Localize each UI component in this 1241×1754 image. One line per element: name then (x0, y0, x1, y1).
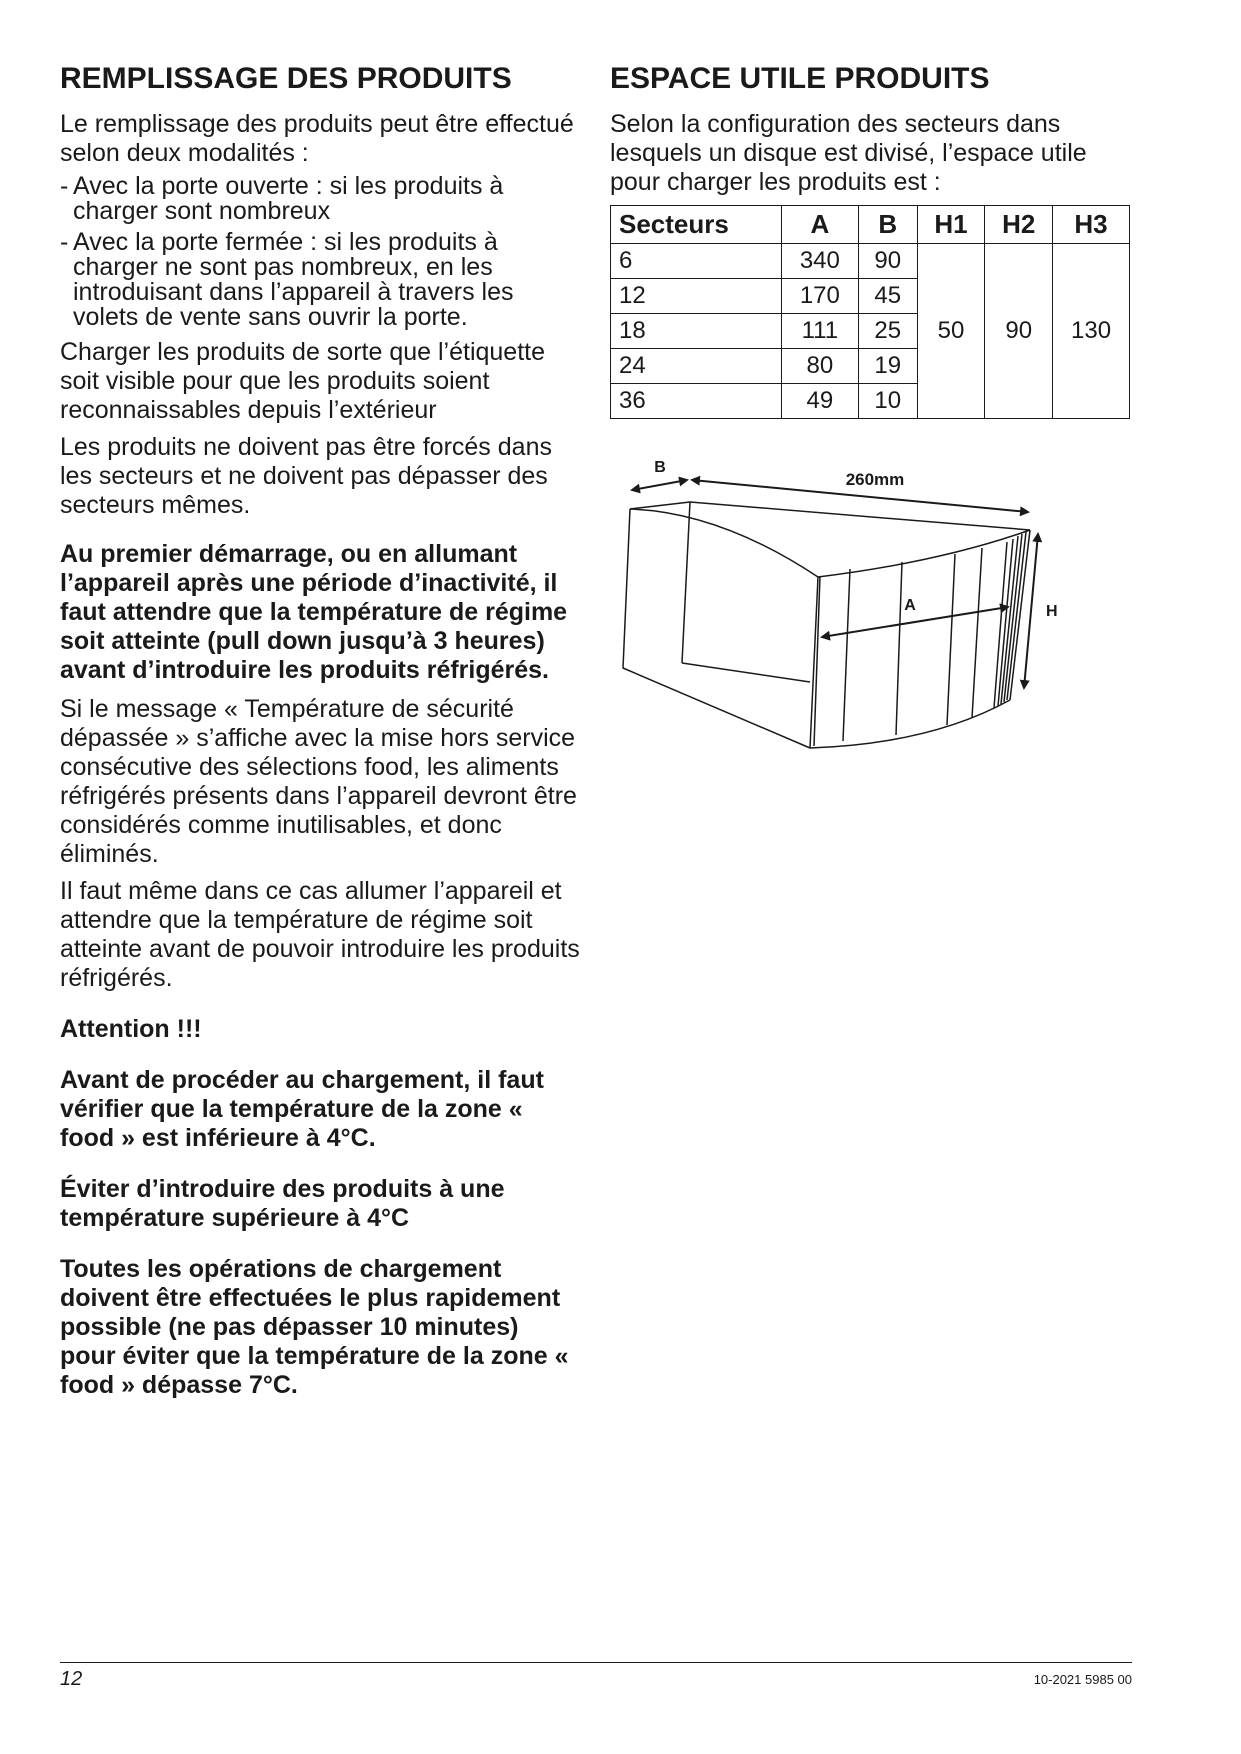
cell-secteurs: 36 (611, 384, 782, 419)
dimension-arrows (632, 480, 1038, 688)
header-h1: H1 (917, 206, 985, 244)
label-a: A (904, 597, 916, 614)
left-column (60, 62, 580, 1400)
label-paragraph: Charger les produits de sorte que l’étiquette soit visible pour que les produits soient reconnaissables depuis l’extérieur (60, 338, 546, 424)
section-title-espace: ESPACE UTILE PRODUITS (610, 62, 990, 95)
cell-a: 340 (781, 244, 858, 279)
cell-secteurs: 12 (611, 279, 782, 314)
right-column (610, 62, 1130, 419)
sector-wireframe (623, 502, 1030, 748)
avoid-temperature-warning: Éviter d’introduire des produits à une température supérieure à 4°C (60, 1175, 505, 1232)
cell-secteurs: 24 (611, 349, 782, 384)
label-h: H (1046, 603, 1058, 620)
cell-b: 90 (858, 244, 917, 279)
cell-secteurs: 6 (611, 244, 782, 279)
list-item: - Avec la porte fermée : si les produits à charger ne sont pas nombreux, en les introduisant dans l’appareil à travers les volets de vente sans ouvrir la porte. (60, 230, 580, 330)
sector-space-diagram (610, 452, 1140, 762)
sector-dimensions-table (610, 205, 1130, 419)
header-secteurs: Secteurs (611, 206, 782, 244)
header-b: B (858, 206, 917, 244)
footer-divider (60, 1662, 1132, 1663)
attention-heading: Attention !!! (60, 1015, 202, 1043)
label-b: B (654, 459, 666, 476)
verify-temperature-warning: Avant de procéder au chargement, il faut vérifier que la température de la zone « food » est inférieure à 4°C. (60, 1066, 544, 1152)
modes-list (60, 174, 580, 330)
document-reference: 10-2021 5985 00 (1033, 1672, 1132, 1687)
cell-h2: 90 (985, 244, 1053, 419)
cell-h3: 130 (1053, 244, 1130, 419)
table-header-row (611, 206, 1130, 244)
cell-a: 111 (781, 314, 858, 349)
page-number: 12 (60, 1668, 83, 1690)
first-start-warning: Au premier démarrage, ou en allumant l’appareil après une période d’inactivité, il faut attendre que la température de régime soit atteinte (pull down jusqu’à 3 heures) avant d’introduire les produits réfrigérés. (60, 540, 568, 684)
cell-b: 25 (858, 314, 917, 349)
cell-secteurs: 18 (611, 314, 782, 349)
espace-intro: Selon la configuration des secteurs dans lesquels un disque est divisé, l’espace utile pour charger les produits est : (610, 110, 1087, 196)
table-row (611, 244, 1130, 279)
same-case-paragraph: Il faut même dans ce cas allumer l’appareil et attendre que la température de régime soit atteinte avant de pouvoir introduire les produits réfrigérés. (60, 877, 580, 992)
message-paragraph: Si le message « Température de sécurité dépassée » s’affiche avec la mise hors service consécutive des sélections food, les aliments réfrigérés présents dans l’appareil devront être considérés comme inutilisables, et donc éliminés. (60, 695, 577, 868)
cell-b: 19 (858, 349, 917, 384)
header-h3: H3 (1053, 206, 1130, 244)
header-a: A (781, 206, 858, 244)
loading-speed-warning: Toutes les opérations de chargement doivent être effectuées le plus rapidement possible (ne pas dépasser 10 minutes) pour éviter que la température de la zone « food » dépasse 7°C. (60, 1255, 569, 1399)
section-title-remplissage: REMPLISSAGE DES PRODUITS (60, 62, 512, 95)
cell-h1: 50 (917, 244, 985, 419)
intro-paragraph: Le remplissage des produits peut être effectué selon deux modalités : (60, 110, 574, 167)
cell-a: 49 (781, 384, 858, 419)
cell-a: 80 (781, 349, 858, 384)
force-paragraph: Les produits ne doivent pas être forcés dans les secteurs et ne doivent pas dépasser des secteurs mêmes. (60, 433, 552, 519)
cell-a: 170 (781, 279, 858, 314)
list-item: - Avec la porte ouverte : si les produits à charger sont nombreux (60, 174, 580, 224)
cell-b: 10 (858, 384, 917, 419)
cell-b: 45 (858, 279, 917, 314)
header-h2: H2 (985, 206, 1053, 244)
label-width: 260mm (845, 470, 905, 489)
